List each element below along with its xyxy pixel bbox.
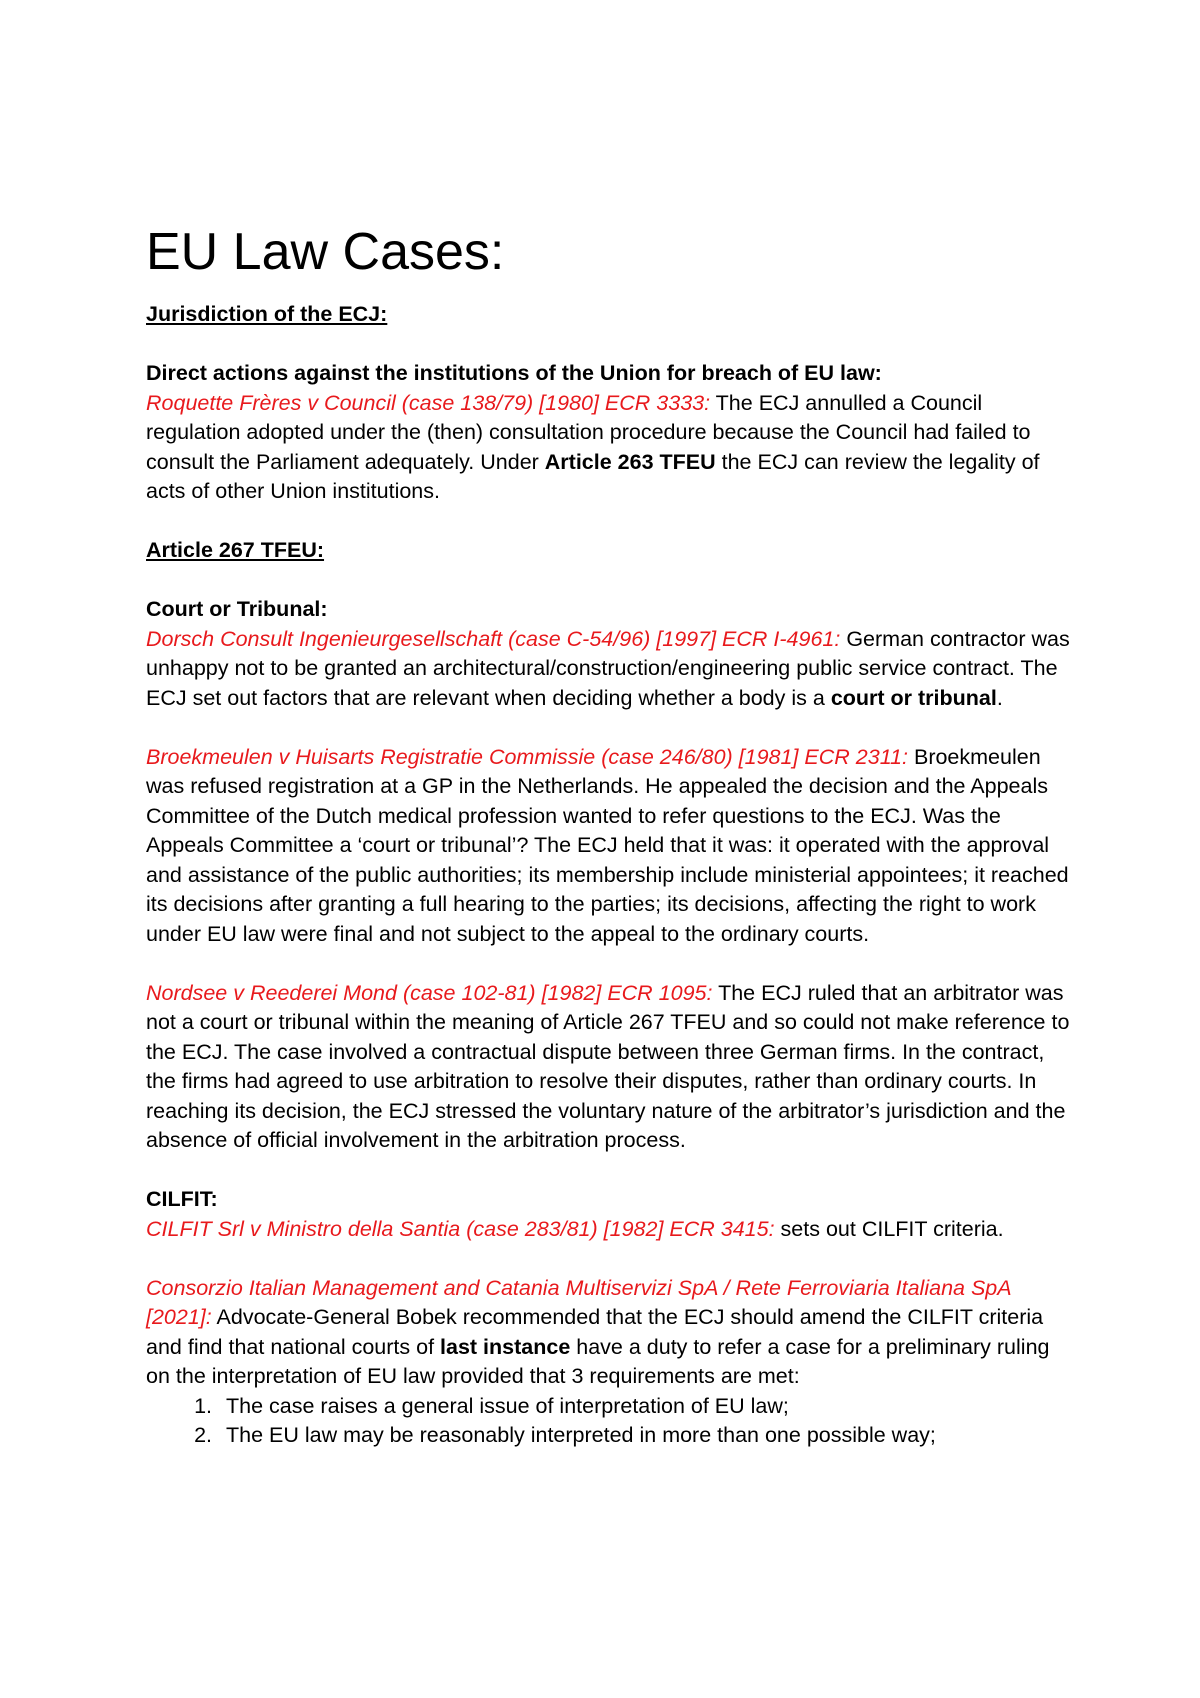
case-citation: Broekmeulen v Huisarts Registratie Commissie (case 246/80) [1981] ECR 2311: bbox=[146, 744, 908, 769]
section-heading-jurisdiction: Jurisdiction of the ECJ: bbox=[146, 302, 388, 326]
paragraph-text: the ECJ can review the legality of acts of other Union institutions. bbox=[146, 449, 1040, 503]
document-page bbox=[146, 222, 1076, 1451]
paragraph-broekmeulen bbox=[146, 743, 1076, 950]
spacer bbox=[146, 713, 1076, 743]
case-citation: Consorzio Italian Management and Catania Multiservizi SpA / Rete Ferroviaria Italiana SpA [2021]: bbox=[146, 1275, 1011, 1329]
paragraph-text: . bbox=[996, 685, 1003, 710]
paragraph-text: The ECJ annulled a Council regulation adopted under the (then) consultation procedure because the Council had failed to consult the Parliament adequately. Under bbox=[146, 390, 1031, 474]
case-citation: Nordsee v Reederei Mond (case 102-81) [1982] ECR 1095: bbox=[146, 980, 713, 1005]
bold-term: last instance bbox=[440, 1334, 571, 1359]
paragraph-text: sets out CILFIT criteria. bbox=[774, 1216, 1004, 1241]
spacer bbox=[146, 1156, 1076, 1186]
subheading-court-or-tribunal: Court or Tribunal: bbox=[146, 597, 328, 621]
paragraph-text: German contractor was unhappy not to be granted an architectural/construction/engineering public service contract. The ECJ set out factors that are relevant when deciding whether a body is a bbox=[146, 626, 1070, 710]
paragraph-roquette bbox=[146, 389, 1076, 507]
paragraph-text: The ECJ ruled that an arbitrator was not a court or tribunal within the meaning of Article 267 TFEU and so could not make reference to the ECJ. The case involved a contractual dispute between three German firms. In the contract, the firms had agreed to use arbitration to resolve their disputes, rather than ordinary courts. In reaching its decision, the ECJ stressed the voluntary nature of the arbitrator’s jurisdiction and the absence of official involvement in the arbitration process. bbox=[146, 980, 1070, 1152]
spacer bbox=[146, 1244, 1076, 1274]
paragraph-cilfit bbox=[146, 1215, 1076, 1245]
bold-term: court or tribunal bbox=[830, 685, 997, 710]
paragraph-consorzio bbox=[146, 1274, 1076, 1392]
document-title: EU Law Cases: bbox=[146, 223, 505, 281]
subheading-direct-actions: Direct actions against the institutions of the Union for breach of EU law: bbox=[146, 361, 882, 385]
requirements-list bbox=[146, 1392, 1076, 1451]
case-citation: CILFIT Srl v Ministro della Santia (case 283/81) [1982] ECR 3415: bbox=[146, 1216, 775, 1241]
section-heading-cilfit: CILFIT: bbox=[146, 1187, 218, 1211]
case-citation: Roquette Frères v Council (case 138/79) [1980] ECR 3333: bbox=[146, 390, 711, 415]
paragraph-dorsch bbox=[146, 625, 1076, 714]
spacer bbox=[146, 566, 1076, 596]
paragraph-text: Broekmeulen was refused registration at a GP in the Netherlands. He appealed the decision and the Appeals Committee of the Dutch medical profession wanted to refer questions to the ECJ. Was the Appeals Committee a ‘court or tribunal’? The ECJ held that it was: it operated with the approval and assistance of the public authorities; its membership include ministerial appointees; it reached its decisions after granting a full hearing to the parties; its decisions, affecting the right to work under EU law were final and not subject to the appeal to the ordinary courts. bbox=[146, 744, 1069, 946]
spacer bbox=[146, 507, 1076, 537]
case-citation: Dorsch Consult Ingenieurgesellschaft (case C-54/96) [1997] ECR I-4961: bbox=[146, 626, 841, 651]
section-heading-article-267: Article 267 TFEU: bbox=[146, 538, 325, 562]
list-item: 2. The EU law may be reasonably interpreted in more than one possible way; bbox=[218, 1421, 1076, 1451]
bold-term: Article 263 TFEU bbox=[544, 449, 716, 474]
paragraph-text: have a duty to refer a case for a preliminary ruling on the interpretation of EU law provided that 3 requirements are met: bbox=[146, 1334, 1050, 1388]
paragraph-nordsee bbox=[146, 979, 1076, 1156]
spacer bbox=[146, 949, 1076, 979]
spacer bbox=[146, 330, 1076, 360]
paragraph-text: Advocate-General Bobek recommended that the ECJ should amend the CILFIT criteria and find that national courts of bbox=[146, 1305, 1044, 1359]
list-item: 1. The case raises a general issue of interpretation of EU law; bbox=[218, 1392, 1076, 1422]
